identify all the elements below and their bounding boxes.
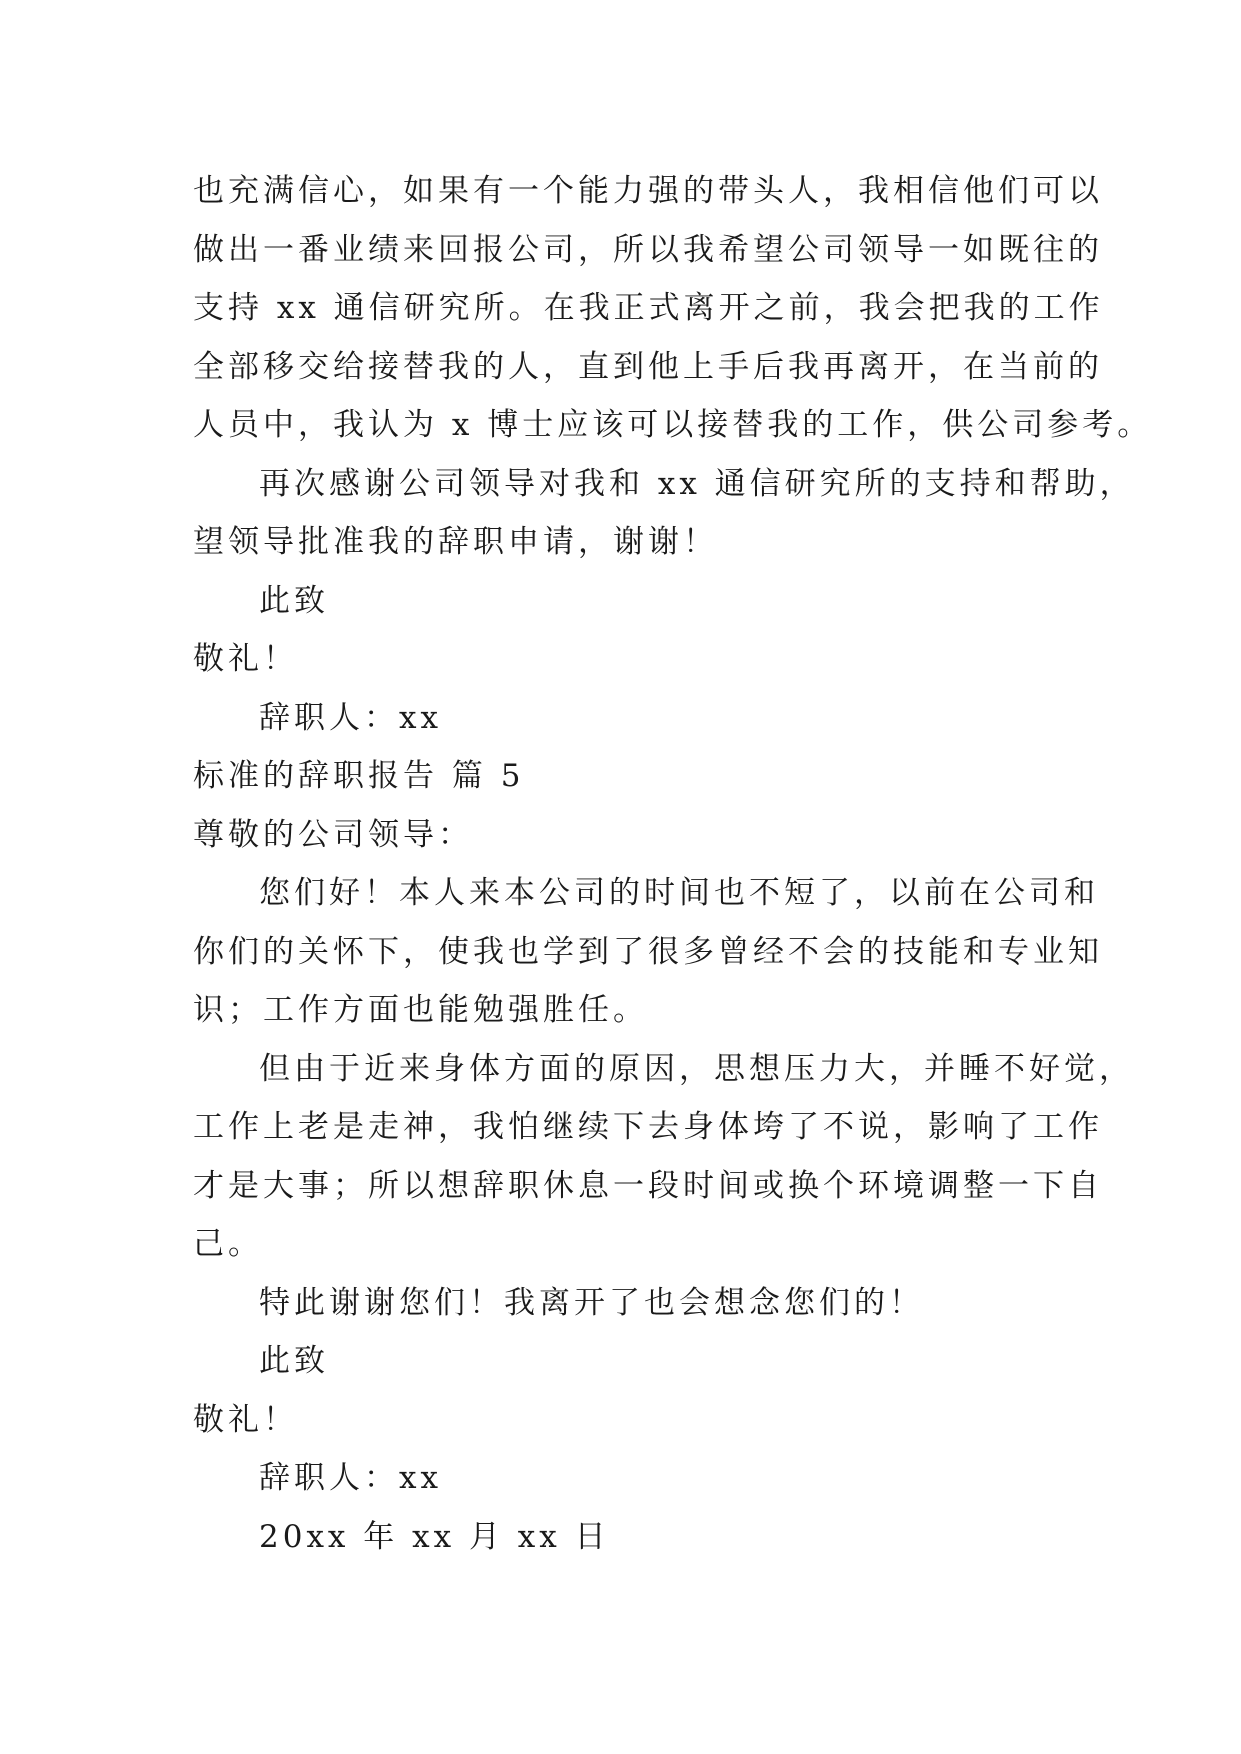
text-line: 全部移交给接替我的人，直到他上手后我再离开，在当前的 [193, 348, 1103, 385]
text-line: 望领导批准我的辞职申请，谢谢！ [193, 524, 718, 560]
date-line: 20xx 年 xx 月 xx 日 [259, 1518, 610, 1555]
salutation-line: 此致 [259, 1343, 329, 1379]
text-line: 你们的关怀下，使我也学到了很多曾经不会的技能和专业知 [193, 933, 1103, 970]
paragraph-start-line: 但由于近来身体方面的原因，思想压力大，并睡不好觉， [259, 1050, 1134, 1087]
paragraph-start-line: 再次感谢公司领导对我和 xx 通信研究所的支持和帮助， [259, 465, 1135, 502]
salutation-line: 此致 [259, 582, 329, 619]
text-line: 支持 xx 通信研究所。在我正式离开之前，我会把我的工作 [193, 290, 1104, 326]
closing-line: 敬礼！ [193, 1401, 298, 1438]
text-line: 工作上老是走神，我怕继续下去身体垮了不说，影响了工作 [193, 1109, 1103, 1145]
paragraph-start-line: 您们好！本人来本公司的时间也不短了，以前在公司和 [259, 875, 1099, 911]
signature-line: 辞职人：xx [259, 699, 442, 736]
text-line: 才是大事；所以想辞职休息一段时间或换个环境调整一下自 [193, 1167, 1103, 1204]
text-line: 人员中，我认为 x 博士应该可以接替我的工作，供公司参考。 [193, 407, 1153, 443]
greeting-line: 尊敬的公司领导： [193, 816, 473, 853]
text-line: 识；工作方面也能勉强胜任。 [193, 992, 648, 1028]
paragraph-start-line: 特此谢谢您们！我离开了也会想念您们的！ [259, 1284, 924, 1321]
document-page [193, 162, 1153, 1566]
text-line: 也充满信心，如果有一个能力强的带头人，我相信他们可以 [193, 173, 1103, 209]
text-line: 做出一番业绩来回报公司，所以我希望公司领导一如既往的 [193, 231, 1103, 268]
text-line: 己。 [193, 1226, 263, 1262]
section-heading: 标准的辞职报告 篇 5 [193, 758, 525, 794]
signature-line: 辞职人：xx [259, 1460, 442, 1496]
closing-line: 敬礼！ [193, 641, 298, 677]
